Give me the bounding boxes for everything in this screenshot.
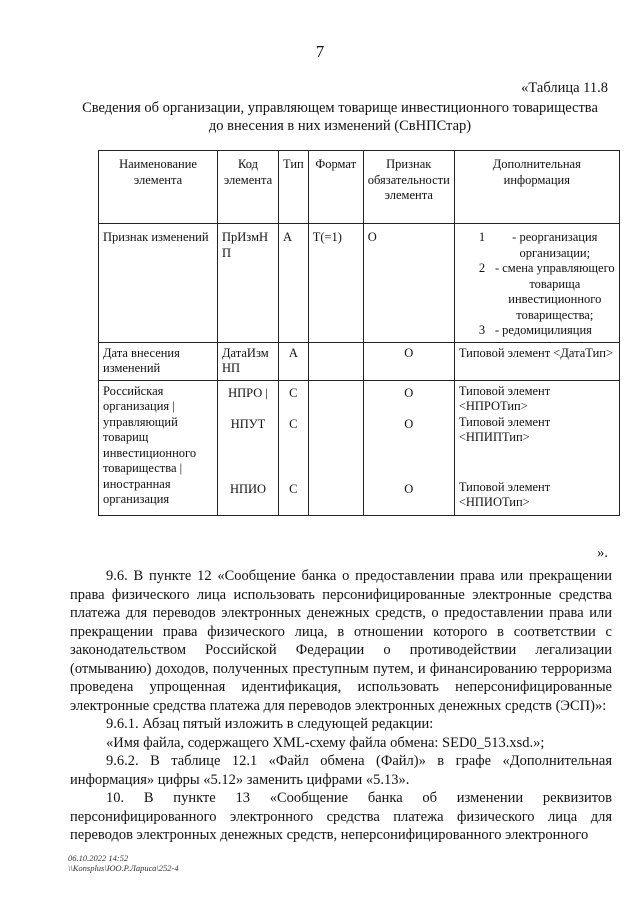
row2-info: Типовой элемент <ДатаТип> [454, 342, 619, 380]
row2-required: О [363, 342, 454, 380]
table-row [99, 342, 620, 380]
table-row [99, 224, 620, 343]
row1-code: ПрИзмНП [218, 224, 279, 343]
table-title [60, 99, 620, 135]
list-item: 2 - смена управляющего товарища инвестиционного товарищества; [478, 261, 615, 322]
paragraph: 9.6.1. Абзац пятый изложить в следующей редакции: [106, 716, 434, 732]
title-line-2: до внесения в них изменений (СвНПСтар) [208, 118, 472, 134]
table-reference: «Таблица 11.8 [521, 80, 608, 96]
row3-required: О О О [363, 380, 454, 515]
footer-stamp [68, 853, 179, 873]
header-name: Наименование элемента [99, 151, 218, 224]
row3-name: Российская организация | управляющий товарищ инвестиционного товарищества | иностранная организация [99, 380, 218, 515]
closing-quote: ». [597, 545, 608, 561]
row3-type: С С С [279, 380, 309, 515]
footer-path: \\Konsplus\ЮО.Р.Лариса\252-4 [68, 863, 179, 873]
title-line-1: Сведения об организации, управляющем товарище инвестиционного товарищества [82, 100, 598, 116]
elements-table [98, 150, 620, 516]
row1-type: А [279, 224, 309, 343]
row1-required: О [363, 224, 454, 343]
table-header-row [99, 151, 620, 224]
table-row [99, 380, 620, 515]
header-type: Тип [279, 151, 309, 224]
paragraph: «Имя файла, содержащего XML-схему файла обмена: SED0_513.xsd.»; [106, 734, 545, 751]
list-item: 3 - редомицилияция [478, 323, 592, 337]
row1-format: Т(=1) [308, 224, 363, 343]
page-number: 7 [315, 42, 325, 61]
paragraph: 9.6. В пункте 12 «Сообщение банка о предоставлении права или прекращении права физического лица использовать персонифицированные электронные средства платежа для переводов электронных денежных средств, о предоставлении права или прекращении права физического лица, в отношении которого в соответствии с законодательством Российской Федерации о противодействии легализации (отмыванию) доходов, полученных преступным путем, и финансированию терроризма проведена упрощенная идентификация, использовать неперсонифицированные электронные средства платежа для переводов электронных денежных средств (ЭСП)»: [70, 568, 612, 714]
footer-date: 06.10.2022 14:52 [68, 853, 129, 863]
paragraph: 9.6.2. В таблице 12.1 «Файл обмена (Файл)» в графе «Дополнительная информация» цифры «5.12» заменить цифрами «5.13». [70, 753, 612, 788]
row1-info [454, 224, 619, 343]
header-required: Признак обязательности элемента [363, 151, 454, 224]
row2-name: Дата внесения изменений [99, 342, 218, 380]
row1-name: Признак изменений [99, 224, 218, 343]
list-item: 1 - реорганизация организации; [478, 230, 598, 260]
row3-format [308, 380, 363, 515]
row2-format [308, 342, 363, 380]
row2-type: А [279, 342, 309, 380]
row3-info: Типовой элемент <НПРОТип> Типовой элемент <НПИПТип> Типовой элемент <НПИОТип> [454, 380, 619, 515]
paragraph: 10. В пункте 13 «Сообщение банка об изменении реквизитов персонифицированного электронного средства платежа физического лица для переводов электронных денежных средств, неперсонифицированного электронного [70, 790, 612, 843]
row3-code: НПРО | НПУТ НПИО [218, 380, 279, 515]
body-text [70, 567, 612, 845]
header-format: Формат [308, 151, 363, 224]
header-info: Дополнительная информация [454, 151, 619, 224]
row2-code: ДатаИзмНП [218, 342, 279, 380]
header-code: Код элемента [218, 151, 279, 224]
